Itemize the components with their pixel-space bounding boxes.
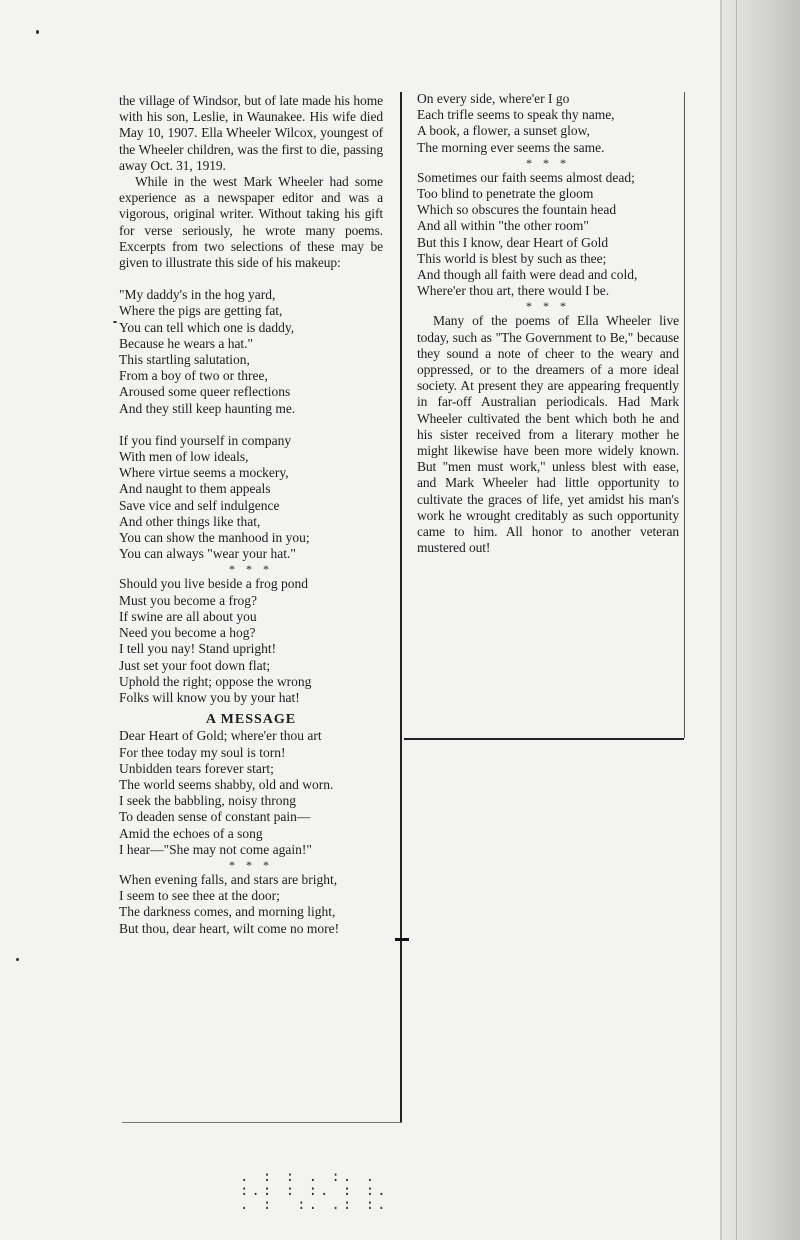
poem-line: You can always "wear your hat." <box>119 546 296 562</box>
spacer <box>119 417 383 433</box>
poem-line: But thou, dear heart, wilt come no more! <box>119 920 340 936</box>
spacer <box>119 271 383 287</box>
poem-line: Amid the echoes of a song <box>119 825 263 841</box>
poem-line: Must you become a frog? <box>119 592 257 608</box>
poem2-stanza4 <box>417 170 679 300</box>
left-column-bottom-rule <box>122 1122 402 1123</box>
page-binding-edge <box>720 0 800 1240</box>
right-column <box>417 91 679 556</box>
left-column <box>119 93 383 937</box>
poem-line: I seek the babbling, noisy throng <box>119 793 296 809</box>
right-column-bottom-rule <box>404 738 684 740</box>
poem1-stanza2 <box>119 433 383 563</box>
poem-line: Which so obscures the fountain head <box>417 202 617 218</box>
poem-line: Where the pigs are getting fat, <box>119 303 283 319</box>
poem-line: And all within "the other room" <box>417 218 589 234</box>
print-speck <box>113 321 117 323</box>
column-divider <box>400 92 402 1122</box>
poem2-stanza3 <box>417 91 679 156</box>
poem-line: You can show the manhood in you; <box>119 530 310 546</box>
poem-line: With men of low ideals, <box>119 449 249 465</box>
poem-line: A book, a flower, a sunset glow, <box>417 123 590 139</box>
poem-line: Should you live beside a frog pond <box>119 576 308 592</box>
poem1-stanza1 <box>119 287 383 417</box>
poem-line: But this I know, dear Heart of Gold <box>417 234 609 250</box>
print-speck <box>16 958 19 961</box>
poem-line: Dear Heart of Gold; where'er thou art <box>119 728 322 744</box>
poem1-stanza3 <box>119 576 383 706</box>
poem-line: For thee today my soul is torn! <box>119 744 286 760</box>
poem-line: Folks will know you by your hat! <box>119 689 300 705</box>
poem-line: Unbidden tears forever start; <box>119 760 274 776</box>
poem-line: I hear—"She may not come again!" <box>119 841 312 857</box>
poem2-stanza1 <box>119 728 383 858</box>
poem2-stanza2 <box>119 872 383 937</box>
section-stars: * * * <box>526 155 570 170</box>
poem-line: The darkness comes, and morning light, <box>119 904 336 920</box>
poem-line: The world seems shabby, old and worn. <box>119 776 334 792</box>
poem-line: Save vice and self indulgence <box>119 497 280 513</box>
section-stars: * * * <box>526 299 570 314</box>
section-stars: * * * <box>229 562 273 577</box>
closing-paragraph: Many of the poems of Ella Wheeler live today, such as "The Government to Be," because they sound a note of cheer to the weary and oppressed, or to the dreamers of a more ideal society. At present they are appearing frequently in far-off Australian periodicals. Had Mark Wheeler cultivated the bent which both he and his sister received from a literary mother he might likewise have been more widely known. But "men must work," unless blest with ease, and Mark Wheeler had little opportunity to cultivate the graces of life, yet amidst his man's work he wrought creditably as such opportunity came to him. All honor to another veteran mustered out! <box>417 313 679 556</box>
poem-line: This world is blest by such as thee; <box>417 250 607 266</box>
poem-line: You can tell which one is daddy, <box>119 319 295 335</box>
poem-line: I seem to see thee at the door; <box>119 888 280 904</box>
poem-line: I tell you nay! Stand upright! <box>119 641 277 657</box>
poem-line: Because he wears a hat." <box>119 335 254 351</box>
poem-line: If swine are all about you <box>119 608 257 624</box>
poem-line: Where'er thou art, there would I be. <box>417 283 610 299</box>
poem-title: A MESSAGE <box>205 712 297 728</box>
section-stars: * * * <box>229 857 273 872</box>
poem-line: And though all faith were dead and cold, <box>417 267 638 283</box>
poem-line: Need you become a hog? <box>119 625 256 641</box>
poem-line: This startling salutation, <box>119 352 250 368</box>
poem-line: Where virtue seems a mockery, <box>119 465 289 481</box>
poem-line: When evening falls, and stars are bright, <box>119 871 338 887</box>
poem-line: If you find yourself in company <box>119 432 292 448</box>
poem-line: Too blind to penetrate the gloom <box>417 186 594 202</box>
second-paragraph: While in the west Mark Wheeler had some experience as a newspaper editor and was a vigorous, original writer. Without taking his gift for verse seriously, he wrote many poems. Excerpts from two selections of these may be given to illustrate this side of his makeup: <box>119 174 383 271</box>
poem-line: And naught to them appeals <box>119 481 271 497</box>
poem-line: Sometimes our faith seems almost dead; <box>417 169 635 185</box>
poem-line: From a boy of two or three, <box>119 368 268 384</box>
poem-line: On every side, where'er I go <box>417 91 570 106</box>
poem-line: Uphold the right; oppose the wrong <box>119 673 312 689</box>
right-column-border <box>684 92 685 738</box>
poem-line: Just set your foot down flat; <box>119 657 271 673</box>
poem-line: To deaden sense of constant pain— <box>119 809 311 825</box>
print-noise: . : : . :. . :.: : :. : :. . : :. .: :. <box>240 1169 389 1213</box>
poem-line: And they still keep haunting me. <box>119 400 296 416</box>
poem-line: Aroused some queer reflections <box>119 384 291 400</box>
intro-paragraph: the village of Windsor, but of late made his home with his son, Leslie, in Waunakee. His wife died May 10, 1907. Ella Wheeler Wilcox, youngest of the Wheeler children, was the first to die, passing away Oct. 31, 1919. <box>119 93 383 173</box>
page-fold <box>736 0 737 1240</box>
print-mark <box>395 938 409 941</box>
poem-line: Each trifle seems to speak thy name, <box>417 107 615 123</box>
print-speck <box>36 30 39 34</box>
poem-line: The morning ever seems the same. <box>417 139 605 155</box>
poem-line: And other things like that, <box>119 513 261 529</box>
poem-line: "My daddy's in the hog yard, <box>119 287 276 303</box>
